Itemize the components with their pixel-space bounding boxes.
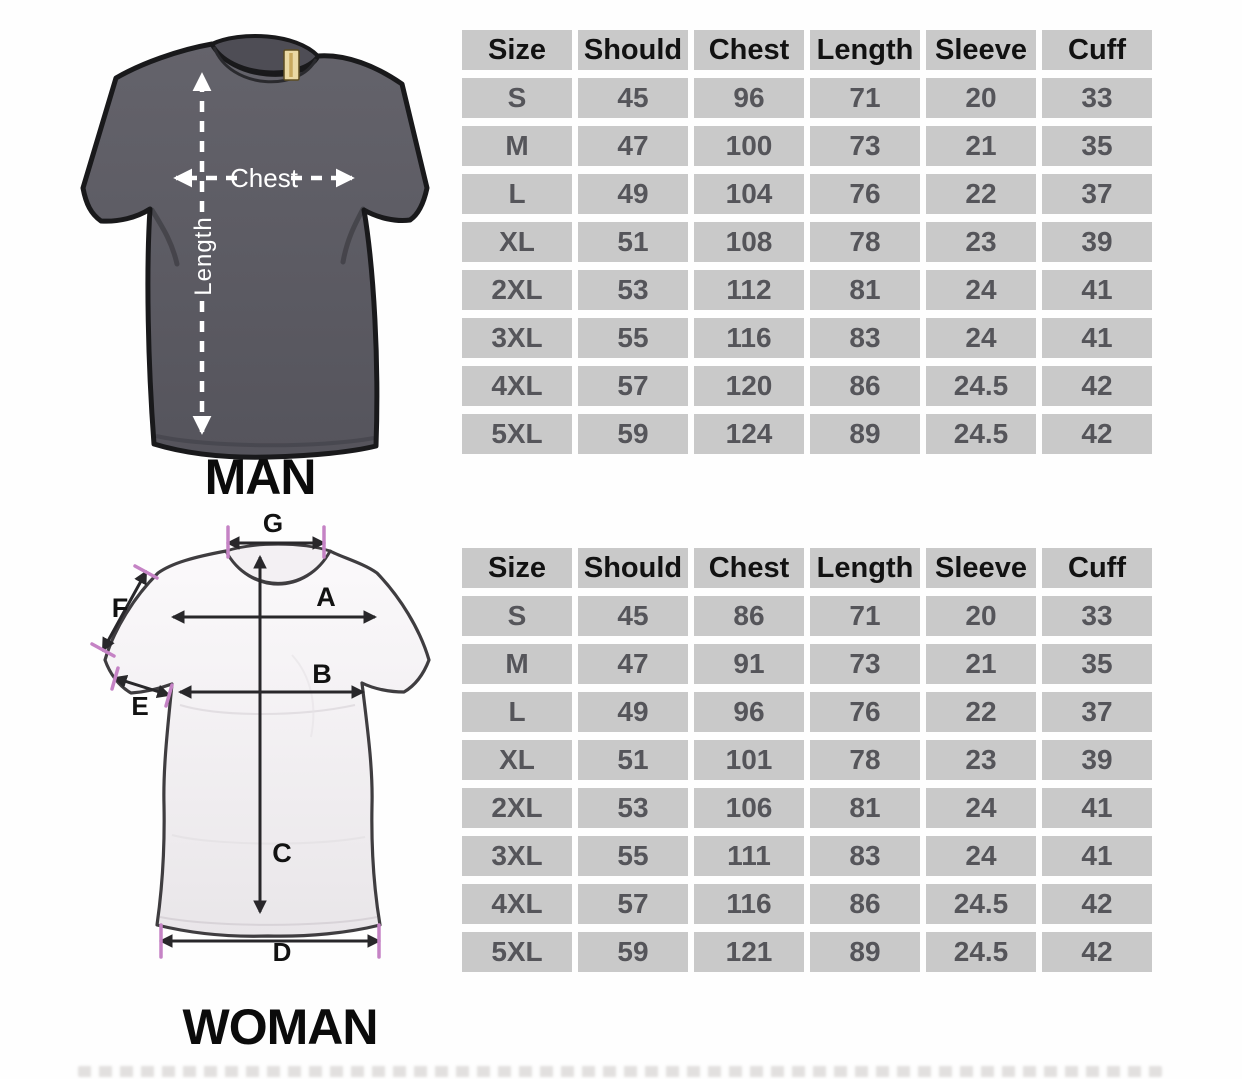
table-row (462, 644, 1152, 684)
value-cell: 41 (1042, 788, 1152, 828)
table-row (462, 366, 1152, 406)
size-cell: 4XL (462, 884, 572, 924)
header-row (462, 30, 1152, 70)
table-row (462, 318, 1152, 358)
value-cell: 91 (694, 644, 804, 684)
woman-size-table (456, 540, 1158, 980)
value-cell: 33 (1042, 78, 1152, 118)
value-cell: 49 (578, 174, 688, 214)
label-C: C (272, 838, 292, 868)
man-size-table (456, 22, 1158, 462)
label-B: B (312, 659, 332, 689)
value-cell: 37 (1042, 692, 1152, 732)
value-cell: 86 (810, 366, 920, 406)
table-row (462, 788, 1152, 828)
value-cell: 35 (1042, 644, 1152, 684)
value-cell: 59 (578, 932, 688, 972)
value-cell: 81 (810, 270, 920, 310)
value-cell: 45 (578, 596, 688, 636)
table-row (462, 78, 1152, 118)
value-cell: 100 (694, 126, 804, 166)
table-row (462, 222, 1152, 262)
value-cell: 33 (1042, 596, 1152, 636)
table-row (462, 414, 1152, 454)
size-cell: 4XL (462, 366, 572, 406)
value-cell: 59 (578, 414, 688, 454)
table-row (462, 692, 1152, 732)
value-cell: 22 (926, 174, 1036, 214)
column-header: Should (578, 548, 688, 588)
value-cell: 24 (926, 318, 1036, 358)
value-cell: 42 (1042, 884, 1152, 924)
value-cell: 57 (578, 884, 688, 924)
value-cell: 24.5 (926, 414, 1036, 454)
size-cell: 5XL (462, 932, 572, 972)
value-cell: 23 (926, 222, 1036, 262)
value-cell: 73 (810, 126, 920, 166)
column-header: Should (578, 30, 688, 70)
size-cell: 2XL (462, 788, 572, 828)
cropped-text-strip (78, 1066, 1162, 1077)
value-cell: 24 (926, 788, 1036, 828)
value-cell: 39 (1042, 222, 1152, 262)
value-cell: 20 (926, 78, 1036, 118)
value-cell: 47 (578, 126, 688, 166)
label-A: A (316, 582, 336, 612)
value-cell: 20 (926, 596, 1036, 636)
size-cell: M (462, 644, 572, 684)
value-cell: 21 (926, 644, 1036, 684)
value-cell: 45 (578, 78, 688, 118)
value-cell: 24.5 (926, 932, 1036, 972)
value-cell: 35 (1042, 126, 1152, 166)
value-cell: 22 (926, 692, 1036, 732)
column-header: Size (462, 30, 572, 70)
column-header: Length (810, 30, 920, 70)
column-header: Sleeve (926, 30, 1036, 70)
value-cell: 120 (694, 366, 804, 406)
value-cell: 96 (694, 692, 804, 732)
value-cell: 21 (926, 126, 1036, 166)
man-shirt-body (83, 44, 427, 457)
value-cell: 24.5 (926, 884, 1036, 924)
chest-arrow-label: Chest (230, 163, 298, 193)
value-cell: 42 (1042, 932, 1152, 972)
label-G: G (262, 508, 284, 538)
woman-shirt-diagram (60, 505, 460, 1005)
table-row (462, 596, 1152, 636)
value-cell: 89 (810, 932, 920, 972)
value-cell: 71 (810, 596, 920, 636)
table-row (462, 740, 1152, 780)
column-header: Length (810, 548, 920, 588)
column-header: Size (462, 548, 572, 588)
value-cell: 112 (694, 270, 804, 310)
size-cell: 3XL (462, 836, 572, 876)
value-cell: 121 (694, 932, 804, 972)
table-row (462, 270, 1152, 310)
man-title: MAN (204, 449, 316, 505)
size-cell: XL (462, 740, 572, 780)
value-cell: 51 (578, 740, 688, 780)
column-header: Cuff (1042, 30, 1152, 70)
value-cell: 41 (1042, 318, 1152, 358)
header-row (462, 548, 1152, 588)
value-cell: 41 (1042, 836, 1152, 876)
value-cell: 78 (810, 222, 920, 262)
value-cell: 71 (810, 78, 920, 118)
label-E: E (131, 691, 149, 721)
table-row (462, 174, 1152, 214)
label-F: F (111, 593, 129, 623)
value-cell: 55 (578, 836, 688, 876)
size-cell: L (462, 174, 572, 214)
value-cell: 53 (578, 270, 688, 310)
column-header: Sleeve (926, 548, 1036, 588)
value-cell: 41 (1042, 270, 1152, 310)
value-cell: 116 (694, 318, 804, 358)
value-cell: 55 (578, 318, 688, 358)
value-cell: 108 (694, 222, 804, 262)
value-cell: 78 (810, 740, 920, 780)
value-cell: 24 (926, 270, 1036, 310)
woman-title: WOMAN (182, 999, 378, 1055)
value-cell: 37 (1042, 174, 1152, 214)
value-cell: 124 (694, 414, 804, 454)
value-cell: 104 (694, 174, 804, 214)
size-cell: 5XL (462, 414, 572, 454)
value-cell: 111 (694, 836, 804, 876)
value-cell: 81 (810, 788, 920, 828)
size-cell: M (462, 126, 572, 166)
size-cell: S (462, 78, 572, 118)
value-cell: 42 (1042, 366, 1152, 406)
value-cell: 24.5 (926, 366, 1036, 406)
value-cell: 23 (926, 740, 1036, 780)
value-cell: 51 (578, 222, 688, 262)
value-cell: 73 (810, 644, 920, 684)
size-cell: XL (462, 222, 572, 262)
value-cell: 53 (578, 788, 688, 828)
value-cell: 96 (694, 78, 804, 118)
value-cell: 24 (926, 836, 1036, 876)
value-cell: 83 (810, 318, 920, 358)
value-cell: 106 (694, 788, 804, 828)
size-cell: 2XL (462, 270, 572, 310)
size-cell: L (462, 692, 572, 732)
column-header: Cuff (1042, 548, 1152, 588)
value-cell: 86 (810, 884, 920, 924)
value-cell: 101 (694, 740, 804, 780)
value-cell: 83 (810, 836, 920, 876)
table-row (462, 932, 1152, 972)
value-cell: 49 (578, 692, 688, 732)
label-D: D (272, 937, 292, 967)
tick-F-top (135, 566, 157, 578)
size-cell: 3XL (462, 318, 572, 358)
value-cell: 42 (1042, 414, 1152, 454)
value-cell: 116 (694, 884, 804, 924)
value-cell: 86 (694, 596, 804, 636)
column-header: Chest (694, 548, 804, 588)
value-cell: 76 (810, 692, 920, 732)
size-cell: S (462, 596, 572, 636)
table-row (462, 836, 1152, 876)
table-row (462, 126, 1152, 166)
man-shirt-diagram (60, 20, 460, 460)
table-row (462, 884, 1152, 924)
length-arrow-label: Length (190, 216, 217, 296)
woman-shirt-body (105, 551, 429, 936)
value-cell: 47 (578, 644, 688, 684)
value-cell: 89 (810, 414, 920, 454)
value-cell: 76 (810, 174, 920, 214)
value-cell: 39 (1042, 740, 1152, 780)
value-cell: 57 (578, 366, 688, 406)
column-header: Chest (694, 30, 804, 70)
